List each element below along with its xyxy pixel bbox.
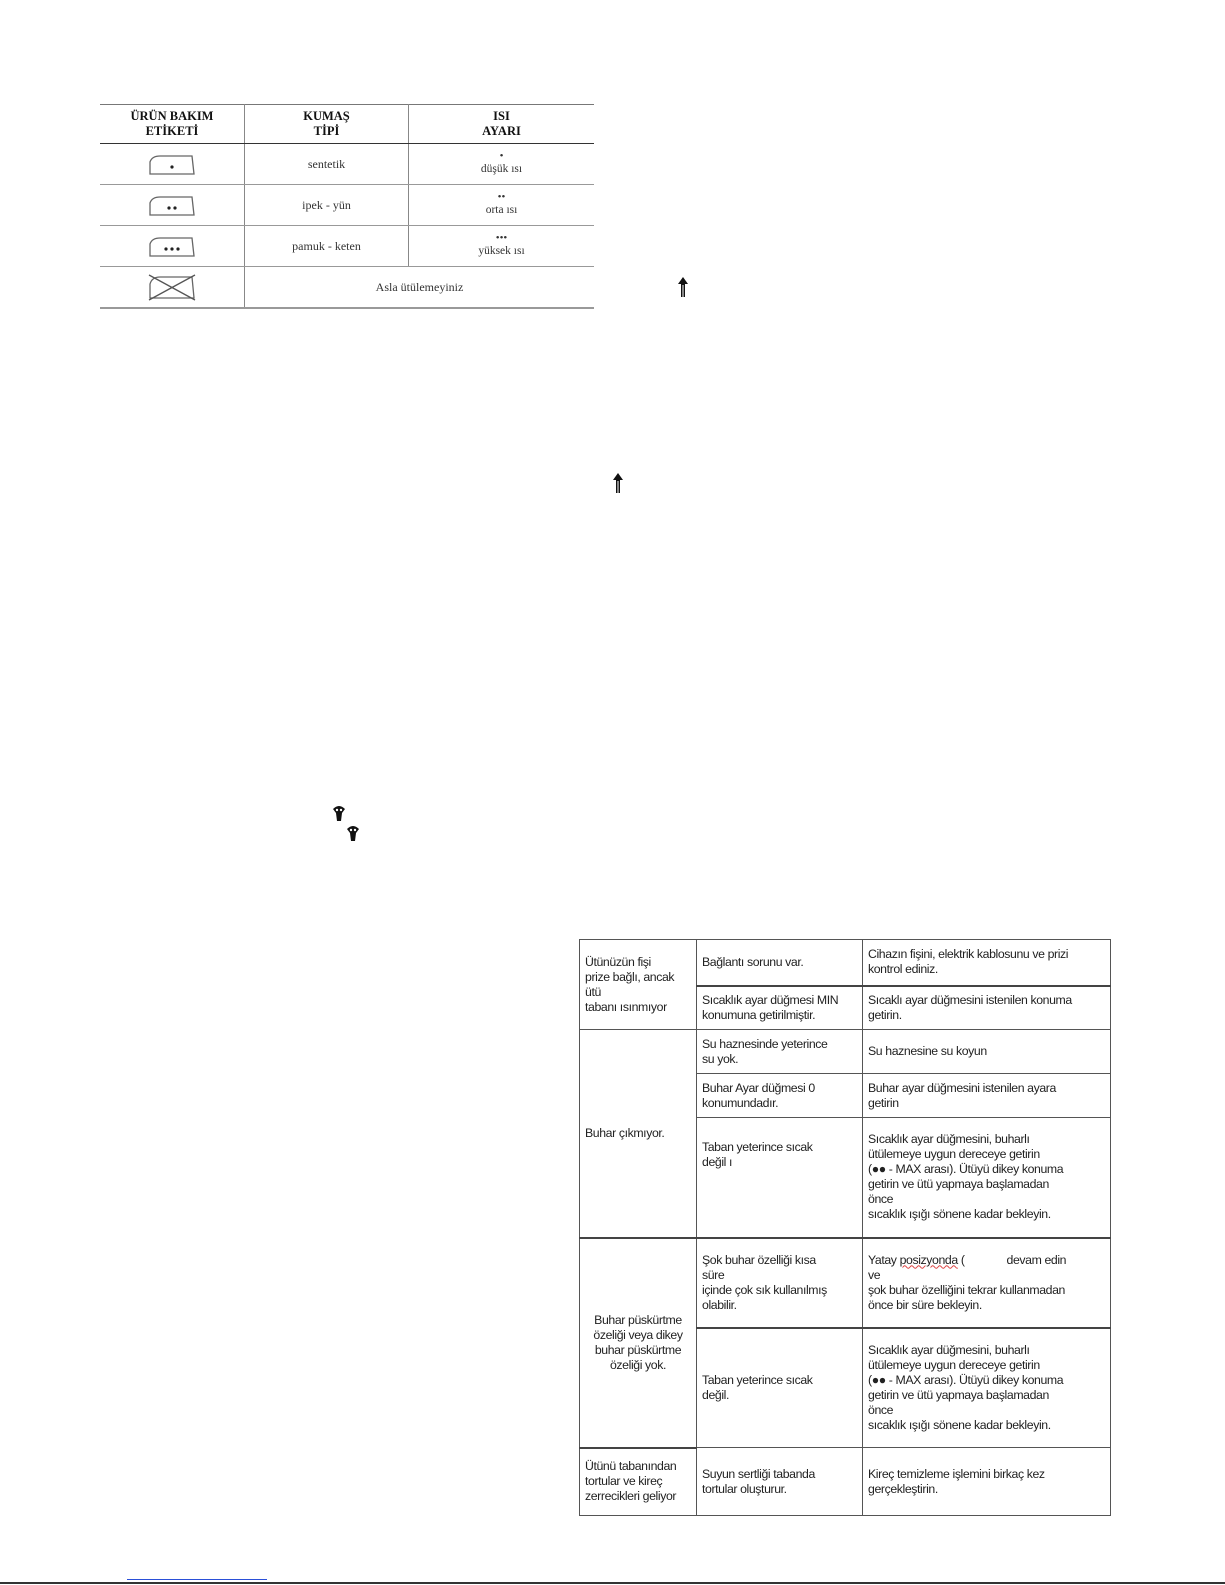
care-row-synthetic [100, 144, 594, 185]
cause-cell [697, 1448, 863, 1516]
care-row-silk-wool [100, 185, 594, 226]
text-line: konumundadır. [702, 1095, 779, 1110]
text-line: Taban yeterince sıcak [702, 1372, 813, 1387]
text-line: ütülemeye uygun dereceye getirin [868, 1357, 1040, 1372]
text-line: Kireç temizleme işlemini birkaç kez [868, 1466, 1045, 1481]
solution-cell: Su haznesine su koyun [863, 1030, 1111, 1074]
cause-cell [697, 940, 863, 986]
text-line: devam edin [1006, 1252, 1067, 1267]
text-line: tortular oluşturur. [702, 1481, 787, 1496]
text-line: sıcaklık ışığı sönene kadar bekleyin. [868, 1417, 1051, 1432]
text-line: Su haznesinde yeterince [702, 1036, 828, 1051]
care-icon-cell [100, 226, 245, 267]
text-line: ütülemeye uygun dereceye getirin [868, 1147, 1040, 1162]
text-line: önce bir süre bekleyin. [868, 1297, 982, 1312]
text-line: ve [868, 1267, 881, 1282]
text-line: Sıcaklık ayar düğmesini, buharlı [868, 1132, 1030, 1147]
text-line: (●● - MAX arası). Ütüyü dikey konuma [868, 1372, 1064, 1387]
text-line: buhar püskürtme [594, 1342, 682, 1357]
text-line: getirin ve ütü yapmaya başlamadan [868, 1387, 1049, 1402]
fabric-cell: pamuk - keten [245, 226, 409, 267]
care-label-table [100, 104, 594, 309]
heat-cell [409, 144, 595, 185]
text-line: getirin ve ütü yapmaya başlamadan [868, 1177, 1049, 1192]
header-heat-setting-line1: ISI [493, 109, 510, 123]
trouble-row [580, 1030, 1111, 1074]
text-line: Buhar püskürtme [594, 1312, 682, 1327]
text-line: Sıcaklık ayar düğmesini, buharlı [868, 1342, 1030, 1357]
header-care-label-line1: ÜRÜN BAKIM [130, 109, 214, 123]
text-line: ( [960, 1252, 965, 1267]
text-line: önce [868, 1402, 894, 1417]
heat-level: düşük ısı [480, 162, 523, 175]
text-line: prize bağlı, ancak [585, 969, 675, 984]
fabric-cell: ipek - yün [245, 185, 409, 226]
problem-cell: Buhar çıkmıyor. [580, 1030, 697, 1238]
text-line: tabanı ısınmıyor [585, 999, 667, 1014]
heat-cell [409, 226, 595, 267]
text-line: getirin [868, 1095, 899, 1110]
text-line: getirin. [868, 1007, 902, 1022]
text-line: içinde çok sık kullanılmış [702, 1282, 827, 1297]
care-row-cotton-linen [100, 226, 594, 267]
heat-cell [409, 185, 595, 226]
header-fabric-type-line1: KUMAŞ [303, 109, 350, 123]
heat-level: orta ısı [485, 203, 518, 216]
text-line: değil ı [702, 1155, 733, 1169]
header-care-label [100, 105, 245, 144]
heat-dots: • [499, 149, 504, 162]
text-line: özeliği yok. [609, 1357, 667, 1372]
header-heat-setting [409, 105, 595, 144]
spray-icon [329, 803, 365, 843]
header-heat-setting-line2: AYARI [482, 124, 521, 138]
text-line: Sıcaklık ayar düğmesi MIN [702, 992, 839, 1007]
care-icon-cell [100, 267, 245, 309]
cause-cell [697, 1074, 863, 1118]
text-line: Şok buhar özelliği kısa [702, 1252, 816, 1267]
iron-three-dots-icon [146, 234, 198, 258]
steam-shot-icon [676, 276, 690, 298]
trouble-row [580, 940, 1111, 986]
solution-cell [863, 1118, 1111, 1238]
care-icon-cell [100, 144, 245, 185]
solution-cell [863, 940, 1111, 986]
text-line: Taban yeterince sıcak [702, 1140, 813, 1154]
text-line: süre [702, 1267, 725, 1282]
header-care-label-line2: ETİKETİ [145, 124, 199, 138]
solution-cell [863, 1074, 1111, 1118]
text-line: konumuna getirilmiştir. [702, 1007, 816, 1022]
heat-dots: •• [497, 190, 506, 203]
cause-cell [697, 1030, 863, 1074]
cause-cell [697, 1328, 863, 1448]
text-line: zerrecikleri geliyor [585, 1489, 677, 1504]
text-line: Yatay [868, 1252, 897, 1267]
steam-shot-icon-2 [611, 472, 625, 494]
trouble-row [580, 1238, 1111, 1328]
text-line: Ütünüzün fişi [585, 954, 651, 969]
problem-cell [580, 1448, 697, 1516]
solution-cell [863, 986, 1111, 1030]
text-line: gerçekleştirin. [868, 1481, 938, 1496]
text-line: Bağlantı sorunu var. [702, 954, 804, 969]
text-line: su yok. [702, 1051, 739, 1066]
text-line: Cihazın fişini, elektrik kablosunu ve prizi [868, 947, 1069, 962]
footnote-link-underline [127, 1579, 267, 1580]
solution-cell [863, 1448, 1111, 1516]
text-line: özeliği veya dikey [593, 1327, 683, 1342]
page-bottom-rule [0, 1582, 1225, 1584]
troubleshooting-table [579, 939, 1111, 1516]
text-line: değil. [702, 1387, 729, 1402]
text-line: (●● - MAX arası). Ütüyü dikey konuma [868, 1162, 1064, 1177]
problem-cell [580, 1238, 697, 1448]
cause-cell [697, 1118, 863, 1238]
text-line: sıcaklık ışığı sönene kadar bekleyin. [868, 1207, 1051, 1222]
heat-level: yüksek ısı [478, 244, 525, 257]
iron-one-dot-icon [146, 152, 198, 176]
cause-cell [697, 1238, 863, 1328]
fabric-cell: sentetik [245, 144, 409, 185]
text-line: önce [868, 1192, 894, 1207]
care-table-header-row [100, 105, 594, 144]
care-icon-cell [100, 185, 245, 226]
text-line: Buhar Ayar düğmesi 0 [702, 1080, 815, 1095]
trouble-row [580, 1448, 1111, 1516]
heat-dots: ••• [495, 231, 508, 244]
text-line: Sıcaklı ayar düğmesini istenilen konuma [868, 992, 1072, 1007]
iron-two-dots-icon [146, 193, 198, 217]
header-fabric-type-line2: TİPİ [313, 124, 340, 138]
text-line: Ütünü tabanından [585, 1459, 677, 1474]
text-line: olabilir. [702, 1297, 737, 1312]
problem-cell [580, 940, 697, 1030]
cause-cell [697, 986, 863, 1030]
header-fabric-type [245, 105, 409, 144]
text-line: Buhar ayar düğmesini istenilen ayara [868, 1080, 1056, 1095]
misspelled-word: posizyonda [899, 1252, 958, 1267]
text-line: Suyun sertliği tabanda [702, 1466, 815, 1481]
no-iron-text: Asla ütülemeyiniz [245, 267, 595, 309]
text-line: kontrol ediniz. [868, 962, 938, 977]
solution-cell [863, 1238, 1111, 1328]
text-line: ütü [585, 984, 601, 999]
text-line: şok buhar özelliğini tekrar kullanmadan [868, 1282, 1065, 1297]
care-row-no-iron [100, 267, 594, 309]
solution-cell [863, 1328, 1111, 1448]
text-line: tortular ve kireç [585, 1474, 663, 1489]
no-iron-icon [146, 273, 198, 301]
